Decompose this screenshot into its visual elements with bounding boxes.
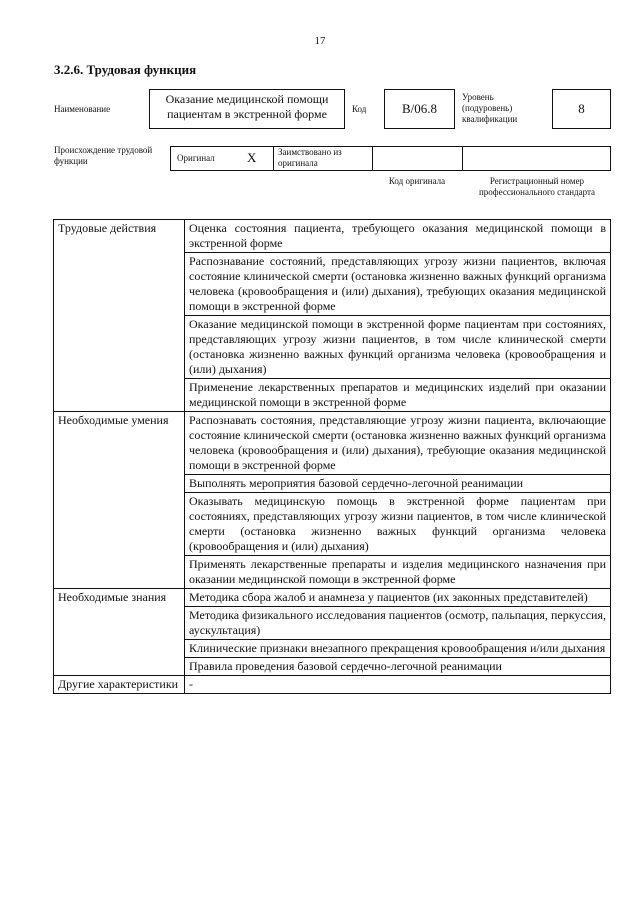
item-cell: Оценка состояния пациента, требующего оказания медицинской помощи в экстренной форме (185, 220, 611, 253)
borrowed-cell (274, 147, 373, 170)
item-cell: Распознавание состояний, представляющих угрозу жизни пациентов, включая состояние клинической смерти (остановка жизненно важных функций организма человека (кровообращения и (или) дыхания), требующих оказания медицинской помощи в экстренной форме (185, 253, 611, 316)
level-box: 8 (552, 89, 611, 129)
section-title: 3.2.6. Трудовая функция (54, 62, 197, 77)
category-cell: Трудовые действия (54, 220, 185, 412)
item-cell: Оказывать медицинскую помощь в экстренной форме пациентам при состояниях, представляющих угрозу жизни пациентов, в том числе клинической смерти (остановка жизненно важных функций организма человека (кровообращения и (или) дыхания) (185, 493, 611, 556)
original-cell (171, 147, 274, 170)
code-original-cell (373, 147, 463, 170)
page-number: 17 (314, 35, 326, 47)
item-cell: - (185, 676, 611, 694)
original-label: Оригинал (177, 153, 215, 163)
table-row (54, 220, 611, 253)
item-cell: Оказание медицинской помощи в экстренной форме пациентам при состояниях, представляющих угрозу жизни пациентов, в том числе клинической смерти (остановка жизненно важных функций организма человека (кровообращения и (или) дыхания) (185, 316, 611, 379)
item-cell: Применение лекарственных препаратов и медицинских изделий при оказании медицинской помощи в экстренной форме (185, 379, 611, 412)
table-row (54, 589, 611, 607)
item-cell: Клинические признаки внезапного прекращения кровообращения и/или дыхания (185, 640, 611, 658)
category-cell: Необходимые знания (54, 589, 185, 676)
item-cell: Методика физикального исследования пациентов (осмотр, пальпация, перкуссия, аускультация) (185, 607, 611, 640)
labor-function-table (53, 219, 611, 694)
item-cell: Методика сбора жалоб и анамнеза у пациентов (их законных представителей) (185, 589, 611, 607)
category-cell: Другие характеристики (54, 676, 185, 694)
table-row (54, 412, 611, 475)
item-cell: Правила проведения базовой сердечно-легочной реанимации (185, 658, 611, 676)
original-mark: X (247, 150, 257, 165)
origin-row (170, 146, 611, 171)
borrowed-label: Заимствовано из оригинала (278, 147, 342, 168)
item-cell: Выполнять мероприятия базовой сердечно-легочной реанимации (185, 475, 611, 493)
item-cell: Распознавать состояния, представляющие угрозу жизни пациента, включающие состояние клинической смерти (остановка жизненно важных функций организма человека (кровообращения и (или) дыхания), требующие оказания медицинской помощи в экстренной форме (185, 412, 611, 475)
level-label: Уровень (подуровень) квалификации (462, 92, 518, 124)
code-box: B/06.8 (384, 89, 455, 129)
name-label: Наименование (54, 104, 111, 114)
item-cell: Применять лекарственные препараты и изделия медицинского назначения при оказании медицинской помощи в экстренной форме (185, 556, 611, 589)
code-label: Код (352, 104, 367, 114)
code-original-label: Код оригинала (388, 176, 446, 186)
reg-number-label: Регистрационный номер профессионального стандарта (478, 176, 596, 197)
table-row (54, 676, 611, 694)
origin-label: Происхождение трудовой функции (54, 145, 153, 166)
category-cell: Необходимые умения (54, 412, 185, 589)
reg-number-cell (463, 147, 610, 170)
function-name-box: Оказание медицинской помощи пациентам в экстренной форме (149, 89, 345, 129)
